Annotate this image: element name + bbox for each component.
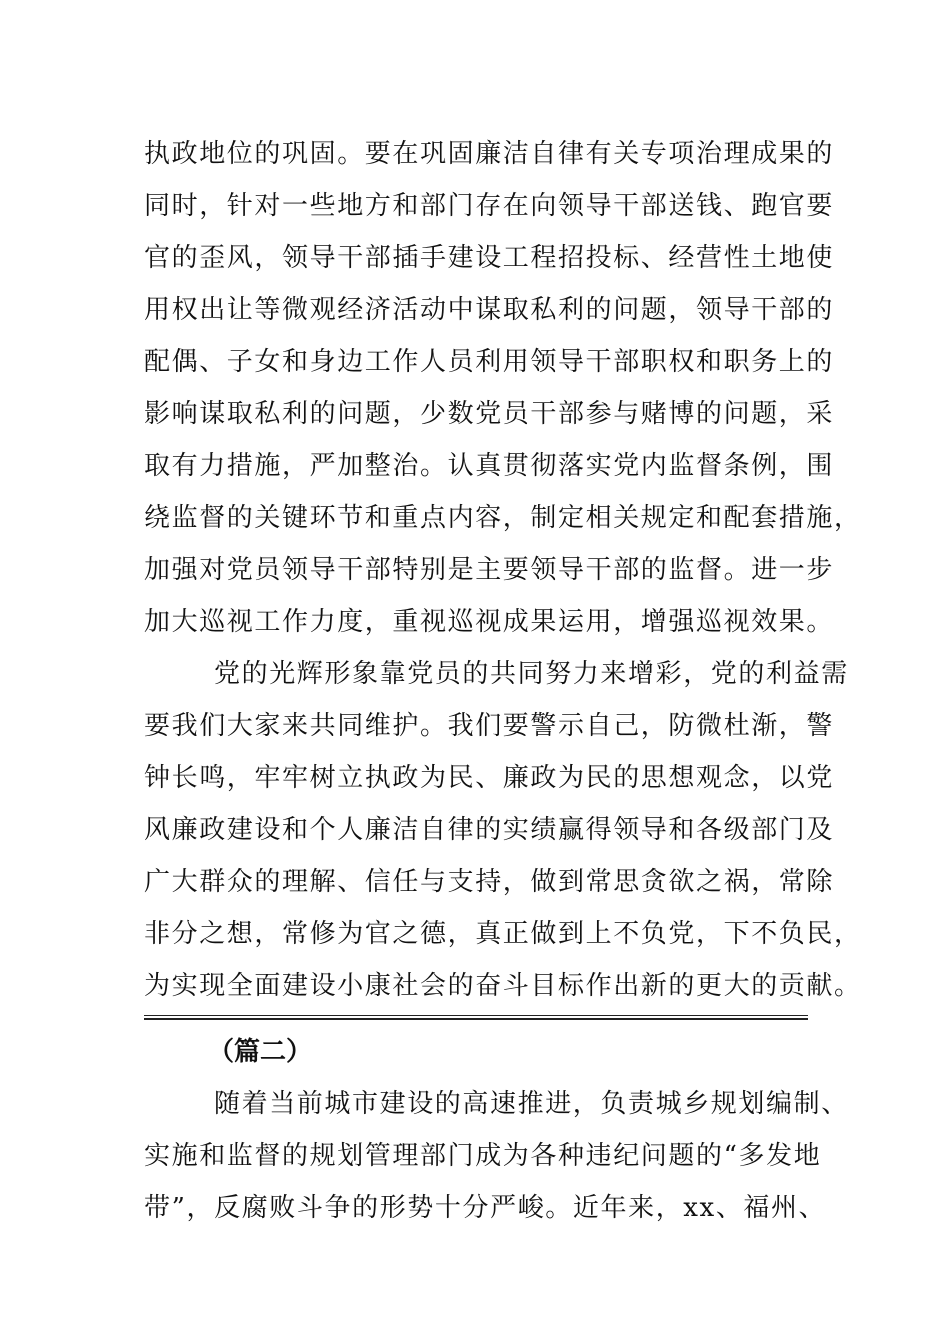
section-divider bbox=[144, 1012, 808, 1026]
text-line: 绕监督的关键环节和重点内容，制定相关规定和配套措施， bbox=[144, 503, 862, 533]
text-line: 官的歪风，领导干部插手建设工程招投标、经营性土地使 bbox=[144, 243, 835, 273]
text-line: 带”，反腐败斗争的形势十分严峻。近年来，xx、福州、 bbox=[144, 1193, 827, 1223]
text-line: 随着当前城市建设的高速推进，负责城乡规划编制、 bbox=[214, 1089, 849, 1119]
text-line: 影响谋取私利的问题，少数党员干部参与赌博的问题，采 bbox=[144, 399, 835, 429]
text-line: 实施和监督的规划管理部门成为各种违纪问题的“多发地 bbox=[144, 1141, 822, 1171]
document-page bbox=[144, 128, 862, 1234]
paragraph-3 bbox=[144, 1078, 849, 1234]
text-line: 执政地位的巩固。要在巩固廉洁自律有关专项治理成果的 bbox=[144, 139, 835, 169]
text-line: 为实现全面建设小康社会的奋斗目标作出新的更大的贡献。 bbox=[144, 971, 862, 1001]
text-line: 加大巡视工作力度，重视巡视成果运用，增强巡视效果。 bbox=[144, 607, 835, 637]
text-line: 用权出让等微观经济活动中谋取私利的问题，领导干部的 bbox=[144, 295, 835, 325]
text-line: 广大群众的理解、信任与支持，做到常思贪欲之祸，常除 bbox=[144, 867, 835, 897]
text-line: 钟长鸣，牢牢树立执政为民、廉政为民的思想观念，以党 bbox=[144, 763, 835, 793]
divider-thin-line bbox=[144, 1015, 808, 1016]
divider-thick-line bbox=[144, 1018, 808, 1020]
text-line: 同时，针对一些地方和部门存在向领导干部送钱、跑官要 bbox=[144, 191, 835, 221]
text-line: 风廉政建设和个人廉洁自律的实绩赢得领导和各级部门及 bbox=[144, 815, 835, 845]
text-line: 加强对党员领导干部特别是主要领导干部的监督。进一步 bbox=[144, 555, 835, 585]
text-line: 非分之想，常修为官之德，真正做到上不负党，下不负民， bbox=[144, 919, 862, 949]
text-line: 取有力措施，严加整治。认真贯彻落实党内监督条例，围 bbox=[144, 451, 835, 481]
text-line: 党的光辉形象靠党员的共同努力来增彩，党的利益需 bbox=[214, 659, 849, 689]
section-title: （篇二） bbox=[208, 1037, 313, 1067]
text-line: 配偶、子女和身边工作人员利用领导干部职权和职务上的 bbox=[144, 347, 835, 377]
paragraph-2 bbox=[144, 648, 862, 1012]
paragraph-1 bbox=[144, 128, 862, 648]
text-line: 要我们大家来共同维护。我们要警示自己，防微杜渐，警 bbox=[144, 711, 835, 741]
